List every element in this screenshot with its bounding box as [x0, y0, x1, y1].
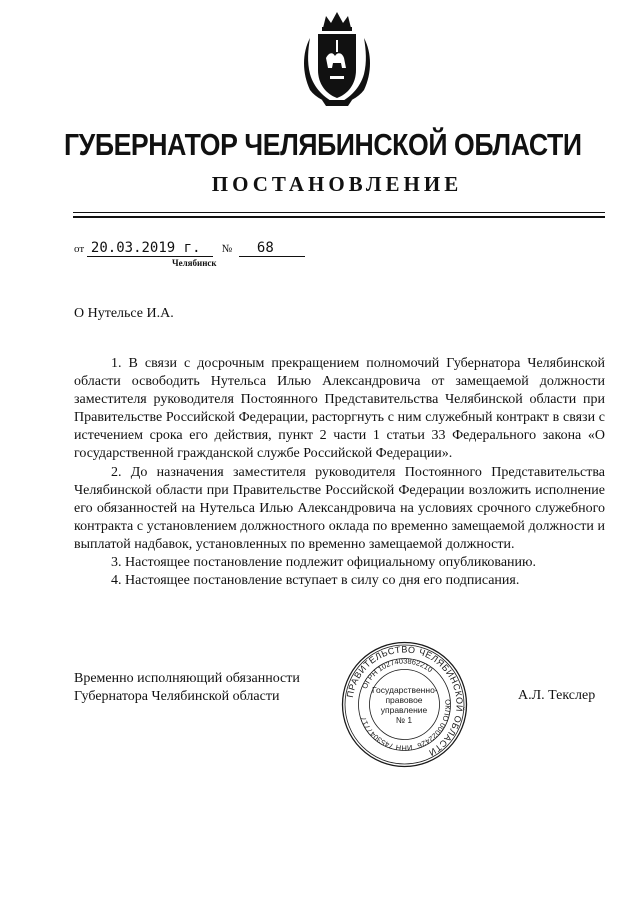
- paragraph-4: 4. Настоящее постановление вступает в силу со дня его подписания.: [111, 573, 520, 589]
- date-number-line: [74, 240, 305, 257]
- signer-name: А.Л. Текслер: [518, 688, 596, 703]
- seal-center-line-1: Государственно-: [372, 685, 438, 695]
- seal-center-line-2: правовое: [385, 695, 423, 705]
- signer-position-line-1: Временно исполняющий обязанности: [74, 671, 300, 686]
- document-subject: О Нутельсе И.А.: [74, 306, 174, 321]
- document-type-title: ПОСТАНОВЛЕНИЕ: [211, 172, 463, 196]
- seal-center-text: [372, 685, 436, 725]
- header-divider-thin: [73, 212, 605, 213]
- document-date: 20.03.2019 г.: [87, 240, 213, 257]
- signer-position-line-2: Губернатора Челябинской области: [74, 689, 280, 704]
- city-label: Челябинск: [172, 258, 217, 268]
- seal-inn-text: ИНН 7453047717: [358, 715, 413, 753]
- number-label: №: [221, 243, 233, 255]
- issuing-authority-title: ГУБЕРНАТОР ЧЕЛЯБИНСКОЙ ОБЛАСТИ: [63, 127, 582, 162]
- document-body: [74, 355, 605, 590]
- paragraph-2: 2. До назначения заместителя руководителя Постоянного Представительства Челябинской области при Правительстве Российской Федерации возложить исполнение его обязанностей на Нутельса Илью Александровича на условиях срочного служебного контракта с установлением должностного оклада по временно замещаемой должности и выплатой надбавок, установленных по временно замещаемой должности.: [74, 464, 605, 552]
- header-divider-thick: [73, 216, 605, 218]
- seal-center-line-4: № 1: [395, 715, 413, 725]
- paragraph-3: 3. Настоящее постановление подлежит официальному опубликованию.: [111, 555, 536, 571]
- document-number: 68: [239, 240, 305, 257]
- coat-of-arms-icon: [296, 8, 378, 108]
- signer-position: [74, 670, 300, 706]
- from-label: от: [74, 243, 85, 255]
- seal-ogrn-text: ОГРН 1027403862210: [359, 656, 435, 691]
- seal-center-line-3: управление: [380, 705, 428, 715]
- paragraph-1: 1. В связи с досрочным прекращением полномочий Губернатора Челябинской области освободить Нутельса Илью Александровича от замещаемой должности заместителя руководителя Постоянного Представительства Челябинской области при Правительстве Российской Федерации, расторгнуть с ним служебный контракт в связи с истечением срока его действия, пункт 2 части 1 статьи 33 Федерального закона «О государственной гражданской службе Российской Федерации».: [74, 356, 605, 462]
- seal-okpo-text: ОКПО 00022426: [416, 699, 453, 751]
- seal-outer-text: ПРАВИТЕЛЬСТВО ЧЕЛЯБИНСКОЙ ОБЛАСТИ: [344, 644, 465, 759]
